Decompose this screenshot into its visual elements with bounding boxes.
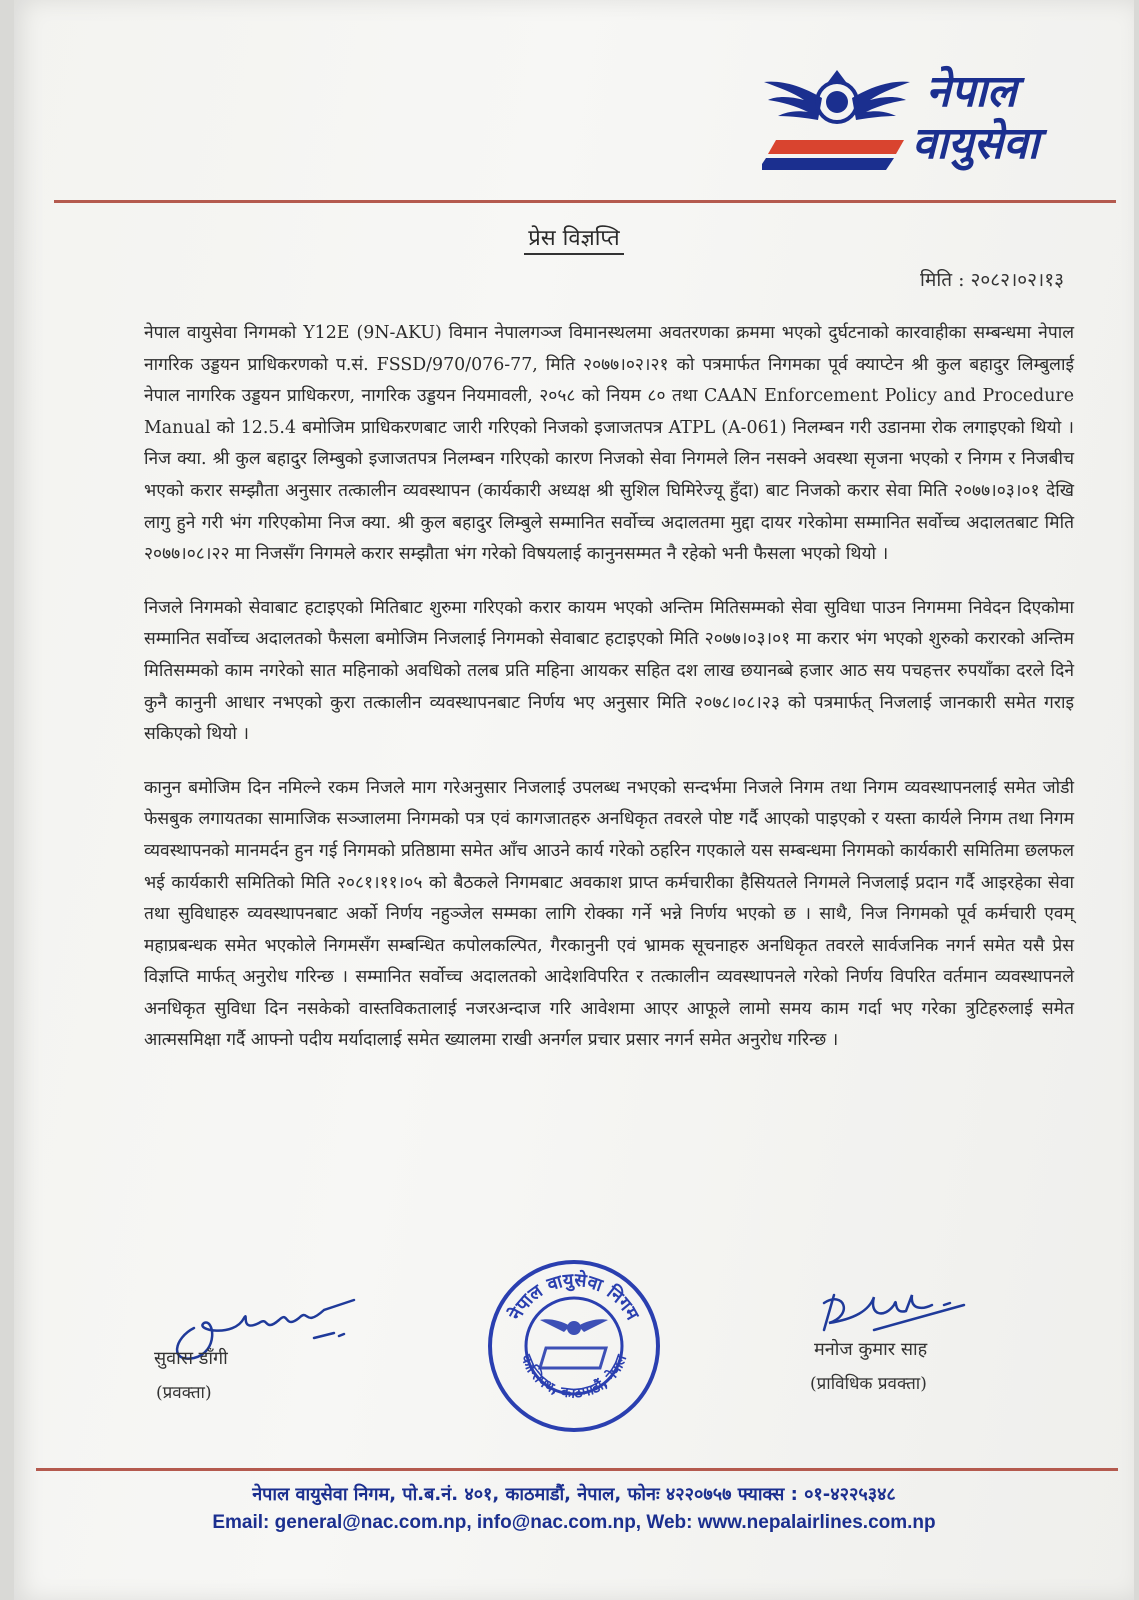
- signature-block-right: [810, 1275, 1074, 1435]
- paragraph-2: निजले निगमको सेवाबाट हटाइएको मितिबाट शुरुमा गरिएको करार कायम भएको अन्तिम मितिसम्मको सेवा सुविधा पाउन निगममा निवेदन दिएकोमा सम्मानित सर्वोच्च अदालतको फैसला बमोजिम निजलाई निगमको सेवाबाट हटाइएको मिति २०७७।०३।०१ मा करार भंग भएको शुरुको करारको अन्तिम मितिसम्मको काम नगरेको सात महिनाको अवधिको तलब प्रति महिना आयकर सहित दश लाख छयानब्बे हजार आठ सय पचहत्तर रुपयाँका दरले दिने कुनै कानुनी आधार नभएको कुरा तत्कालीन व्यवस्थापनबाट निर्णय भए अनुसार मिति २०७८।०८।२३ को पत्रमार्फत् निजलाई जानकारी समेत गराइ सकिएको थियो ।: [144, 597, 1074, 745]
- document-date: मिति : २०८२।०२।१३: [920, 269, 1064, 291]
- seal-bottom-text: कान्तिपथ, काठमाडौं, नेपाल: [517, 1352, 631, 1402]
- signature-right-icon: [814, 1275, 1014, 1345]
- svg-text:कान्तिपथ, काठमाडौं, नेपाल: [517, 1352, 630, 1402]
- letter-body: [144, 318, 1074, 1079]
- signatory-right-name: मनोज कुमार साह: [814, 1339, 928, 1360]
- letter-page: [14, 0, 1134, 1600]
- footer-contact: Email: general@nac.com.np, info@nac.com.np, Web: www.nepalairlines.com.np: [212, 1512, 936, 1533]
- logo-line-1: नेपाल: [926, 66, 1017, 117]
- signatory-left-role: (प्रवक्ता): [156, 1383, 212, 1403]
- nepal-airlines-logo: [762, 58, 1062, 178]
- document-title: प्रेस विज्ञप्ति: [14, 222, 1134, 252]
- signature-block-left: [144, 1288, 374, 1438]
- header-divider: [54, 200, 1116, 203]
- footer-address: नेपाल वायुसेवा निगम, पो.ब.नं. ४०१, काठमाडौं, नेपाल, फोनः ४२२०७५७ फ्याक्स : ०१-४२२५३४८: [252, 1484, 896, 1505]
- seal-stamp-icon: [486, 1258, 662, 1434]
- signatory-right-role: (प्राविधिक प्रवक्ता): [810, 1374, 927, 1394]
- paragraph-1: नेपाल वायुसेवा निगमको Y12E (9N-AKU) विमान नेपालगञ्ज विमानस्थलमा अवतरणका क्रममा भएको दुर्घटनाको कारवाहीका सम्बन्धमा नेपाल नागरिक उड्डयन प्राधिकरणको प.सं. FSSD/970/076-77, मिति २०७७।०२।२१ को पत्रमार्फत निगमका पूर्व क्याप्टेन श्री कुल बहादुर लिम्बुलाई नेपाल नागरिक उड्डयन प्राधिकरण, नागरिक उड्डयन नियमावली, २०५८ को नियम ८० तथा CAAN Enforcement Policy and Procedure Manual को 12.5.4 बमोजिम प्राधिकरणबाट जारी गरिएको निजको इजाजतपत्र ATPL (A-061) निलम्बन गरी उडानमा रोक लगाइएको थियो । निज क्या. श्री कुल बहादुर लिम्बुको इजाजतपत्र निलम्बन गरिएको कारण निजको सेवा निगमले लिन नसक्ने अवस्था सृजना भएको र निगम र निजबीच भएको करार सम्झौता अनुसार तत्कालीन व्यवस्थापन (कार्यकारी अध्यक्ष श्री सुशिल घिमिरेज्यू हुँदा) बाट निजको करार सेवा मिति २०७७।०३।०१ देखि लागु हुने गरी भंग गरिएकोमा निज क्या. श्री कुल बहादुर लिम्बुले सम्मानित सर्वोच्च अदालतमा मुद्दा दायर गरेकोमा सम्मानित सर्वोच्च अदालतबाट मिति २०७७।०८।२२ मा निजसँग निगमले करार सम्झौता भंग गरेको विषयलाई कानुनसम्मत नै रहेको भनी फैसला भएको थियो ।: [144, 323, 1074, 565]
- wings-emblem-icon: [762, 58, 912, 178]
- logo-line-2: वायुसेवा: [912, 118, 1039, 169]
- paragraph-3: कानुन बमोजिम दिन नमिल्ने रकम निजले माग गरेअनुसार निजलाई उपलब्ध नभएको सन्दर्भमा निजले निगम तथा निगम व्यवस्थापनलाई समेत जोडी फेसबुक लगायतका सामाजिक सञ्जालमा निगमको पत्र एवं कागजातहरु अनधिकृत तवरले पोष्ट गर्दै आएको पाइएको र यस्ता कार्यले निगम तथा निगम व्यवस्थापनको मानमर्दन हुन गई निगमको प्रतिष्ठामा समेत आँच आउने कार्य गरेको ठहरिन गएकाले यस सम्बन्धमा निगमको कार्यकारी समितिमा छलफल भई कार्यकारी समितिको मिति २०८१।११।०५ को बैठकले निगमबाट अवकाश प्राप्त कर्मचारीका हैसियतले निगमले निजलाई प्रदान गर्दै आइरहेका सेवा तथा सुविधाहरु व्यवस्थापनबाट अर्को निर्णय नहुञ्जेल सम्मका लागि रोक्का गर्ने भन्ने निर्णय भएको छ । साथै, निज निगमको पूर्व कर्मचारी एवम् महाप्रबन्धक समेत भएकोले निगमसँग सम्बन्धित कपोलकल्पित, गैरकानुनी एवं भ्रामक सूचनाहरु अनधिकृत तवरले सार्वजनिक नगर्न समेत यसै प्रेस विज्ञप्ति मार्फत् अनुरोध गरिन्छ । सम्मानित सर्वोच्च अदालतको आदेशविपरित र तत्कालीन व्यवस्थापनले गरेको निर्णय विपरित वर्तमान व्यवस्थापनले अनधिकृत सुविधा दिन नसकेको वास्तविकतालाई नजरअन्दाज गरि आवेशमा आएर आफूले लामो समय काम गर्दा भए गरेका त्रुटिहरुलाई समेत आत्मसमिक्षा गर्दै आफ्नो पदीय मर्यादालाई समेत ख्यालमा राखी अनर्गल प्रचार प्रसार नगर्न समेत अनुरोध गरिन्छ ।: [144, 777, 1074, 1051]
- footer-divider: [36, 1468, 1118, 1471]
- official-seal: [486, 1258, 662, 1434]
- signatory-left-name: सुवास डाँगी: [154, 1348, 228, 1369]
- logo-wordmark: [912, 66, 1039, 170]
- seal-top-text: नेपाल वायुसेवा निगम: [505, 1269, 643, 1324]
